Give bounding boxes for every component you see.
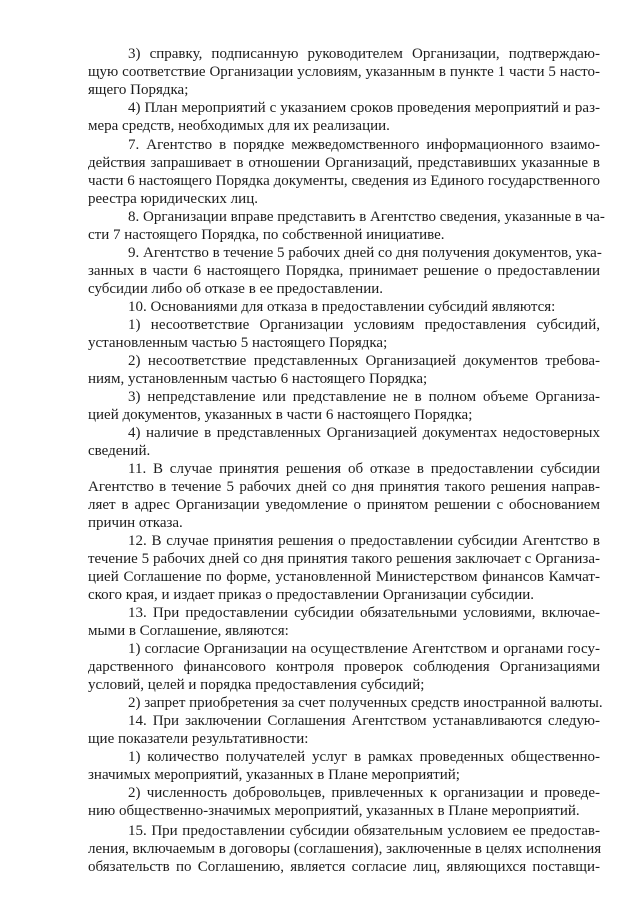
text-line: 9. Агентство в течение 5 рабочих дней со дня получения документов, ука-: [128, 245, 602, 261]
text-line: причин отказа.: [88, 515, 183, 531]
text-line: мера средств, необходимых для их реализации.: [88, 118, 390, 134]
text-line: цией Соглашение по форме, установленной Министерством финансов Камчат-: [88, 569, 600, 585]
text-line: части 6 настоящего Порядка документы, сведения из Единого государственного: [88, 173, 600, 189]
text-line: 2) запрет приобретения за счет полученных средств иностранной валюты.: [128, 695, 603, 711]
text-line: 4) наличие в представленных Организацией документах недостоверных: [128, 425, 600, 441]
text-line: 2) численность добровольцев, привлеченных к организации и проведе-: [128, 785, 600, 801]
text-line: 11. В случае принятия решения об отказе в предоставлении субсидии: [128, 461, 600, 477]
text-line: действия запрашивает в отношении Организаций, представивших указанные в: [88, 155, 600, 171]
text-line: цией документов, указанных в части 6 настоящего Порядка;: [88, 407, 473, 423]
text-line: занных в части 6 настоящего Порядка, принимает решение о предоставлении: [88, 263, 600, 279]
text-line: субсидии либо об отказе в ее предоставлении.: [88, 281, 384, 297]
text-line: нию общественно-значимых мероприятий, указанных в Плане мероприятий.: [88, 803, 580, 819]
text-line: 4) План мероприятий с указанием сроков проведения мероприятий и раз-: [128, 100, 600, 116]
text-line: 3) справку, подписанную руководителем Организации, подтверждаю-: [128, 46, 600, 62]
text-line: течение 5 рабочих дней со дня принятия такого решения заключает с Организа-: [88, 551, 600, 567]
text-line: мыми в Соглашение, являются:: [88, 623, 289, 639]
text-line: щую соответствие Организации условиям, указанным в пункте 1 части 5 насто-: [88, 64, 600, 80]
text-line: сведений.: [88, 443, 151, 459]
text-line: ляет в адрес Организации уведомление о принятом решении с обоснованием: [88, 497, 600, 513]
text-line: 10. Основаниями для отказа в предоставлении субсидий являются:: [128, 299, 556, 315]
text-line: условий, целей и порядка предоставления субсидий;: [88, 677, 425, 693]
text-line: 7. Агентство в порядке межведомственного информационного взаимо-: [128, 137, 600, 153]
text-line: ниям, установленным частью 6 настоящего Порядка;: [88, 371, 428, 387]
text-line: 8. Организации вправе представить в Агентство сведения, указанные в ча-: [128, 209, 605, 225]
text-line: 1) несоответствие Организации условиям предоставления субсидий,: [128, 317, 600, 333]
text-line: дарственного финансового контроля проверок соблюдения Организациями: [88, 659, 600, 675]
text-line: 1) количество получателей услуг в рамках проведенных общественно-: [128, 749, 600, 765]
text-line: щие показатели результативности:: [88, 731, 309, 747]
text-line: значимых мероприятий, указанных в Плане мероприятий;: [88, 767, 460, 783]
text-line: сти 7 настоящего Порядка, по собственной инициативе.: [88, 227, 445, 243]
text-line: Агентство в течение 5 рабочих дней со дня принятия такого решения направ-: [88, 479, 600, 495]
text-line: 14. При заключении Соглашения Агентством устанавливаются следую-: [128, 713, 600, 729]
text-line: ящего Порядка;: [88, 82, 189, 98]
text-line: ления, включаемым в договоры (соглашения), заключенные в целях исполнения: [88, 841, 602, 857]
text-line: ского края, и издает приказ о предоставлении Организации субсидии.: [88, 587, 535, 603]
text-line: 13. При предоставлении субсидии обязательными условиями, включае-: [128, 605, 600, 621]
text-line: 2) несоответствие представленных Организацией документов требова-: [128, 353, 600, 369]
text-line: реестра юридических лиц.: [88, 191, 258, 207]
text-line: 1) согласие Организации на осуществление Агентством и органами госу-: [128, 641, 600, 657]
text-line: обязательств по Соглашению, является согласие лиц, являющихся поставщи-: [88, 859, 600, 875]
text-line: 12. В случае принятия решения о предоставлении субсидии Агентство в: [128, 533, 600, 549]
text-line: 15. При предоставлении субсидии обязательным условием ее предостав-: [128, 823, 600, 839]
text-line: 3) непредставление или представление не в полном объеме Организа-: [128, 389, 600, 405]
text-line: установленным частью 5 настоящего Порядка;: [88, 335, 388, 351]
